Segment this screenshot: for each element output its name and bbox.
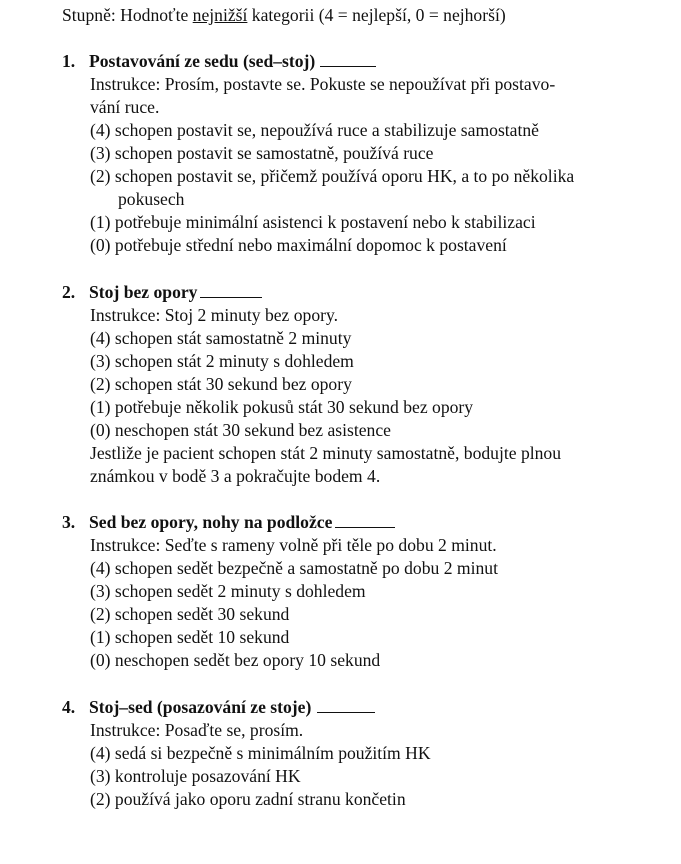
item-4-instruction: Instrukce: Posaďte se, prosím. <box>90 720 304 740</box>
item-4-option-2: (2) používá jako oporu zadní stranu končetin <box>90 789 406 809</box>
item-2-note-line2: známkou v bodě 3 a pokračujte bodem 4. <box>90 466 381 486</box>
item-3-title-text: Sed bez opory, nohy na podložce <box>89 512 333 532</box>
item-1-option-0: (0) potřebuje střední nebo maximální dopomoc k postavení <box>90 235 507 255</box>
item-2-note-line1: Jestliže je pacient schopen stát 2 minuty samostatně, bodujte plnou <box>90 443 562 463</box>
item-3-option-2: (2) schopen sedět 30 sekund <box>90 604 290 624</box>
item-2-option-1: (1) potřebuje několik pokusů stát 30 sekund bez opory <box>90 397 474 417</box>
item-2-title-text: Stoj bez opory <box>89 282 198 302</box>
item-1-option-2-continued: pokusech <box>118 189 185 209</box>
item-4-option-3: (3) kontroluje posazování HK <box>90 766 301 786</box>
header-suffix: kategorii (4 = nejlepší, 0 = nejhorší) <box>247 5 506 25</box>
item-2-number: 2. <box>62 282 76 302</box>
item-2-option-3: (3) schopen stát 2 minuty s dohledem <box>90 351 354 371</box>
item-3-title <box>62 511 642 534</box>
item-2-score-blank[interactable] <box>200 283 262 298</box>
item-4-title-text: Stoj–sed (posazování ze stoje) <box>89 697 312 717</box>
header-underlined-word: nejnižší <box>192 5 248 25</box>
item-3 <box>62 511 642 672</box>
item-1-option-1: (1) potřebuje minimální asistenci k postavení nebo k stabilizaci <box>90 212 536 232</box>
item-2-option-0: (0) neschopen stát 30 sekund bez asistence <box>90 420 391 440</box>
item-1-instruction-line2: vání ruce. <box>90 97 160 117</box>
item-2-body <box>62 304 642 488</box>
item-4-body <box>62 719 642 811</box>
rating-instructions <box>62 4 662 27</box>
item-2-option-2: (2) schopen stát 30 sekund bez opory <box>90 374 352 394</box>
item-1 <box>62 50 642 257</box>
item-1-instruction-line1: Instrukce: Prosím, postavte se. Pokuste se nepoužívat při postavo- <box>90 74 556 94</box>
item-1-body <box>62 73 642 257</box>
item-1-number: 1. <box>62 51 76 71</box>
item-1-title-text: Postavování ze sedu (sed–stoj) <box>89 51 316 71</box>
item-3-instruction: Instrukce: Seďte s rameny volně při těle po dobu 2 minut. <box>90 535 497 555</box>
item-4 <box>62 696 642 811</box>
item-4-score-blank[interactable] <box>317 698 375 713</box>
item-4-option-4: (4) sedá si bezpečně s minimálním použitím HK <box>90 743 431 763</box>
item-4-number: 4. <box>62 697 76 717</box>
header-prefix: Stupně: Hodnoťte <box>62 5 193 25</box>
item-3-option-4: (4) schopen sedět bezpečně a samostatně po dobu 2 minut <box>90 558 498 578</box>
item-1-option-2: (2) schopen postavit se, přičemž používá oporu HK, a to po několika <box>90 166 575 186</box>
item-3-score-blank[interactable] <box>335 513 395 528</box>
item-1-title <box>62 50 642 73</box>
item-4-title <box>62 696 642 719</box>
item-2-instruction: Instrukce: Stoj 2 minuty bez opory. <box>90 305 339 325</box>
item-2 <box>62 281 642 488</box>
item-1-score-blank[interactable] <box>320 52 376 67</box>
item-3-body <box>62 534 642 672</box>
item-2-title <box>62 281 642 304</box>
item-2-option-4: (4) schopen stát samostatně 2 minuty <box>90 328 352 348</box>
item-3-option-1: (1) schopen sedět 10 sekund <box>90 627 290 647</box>
item-3-option-3: (3) schopen sedět 2 minuty s dohledem <box>90 581 366 601</box>
item-1-option-4: (4) schopen postavit se, nepoužívá ruce a stabilizuje samostatně <box>90 120 539 140</box>
item-1-option-3: (3) schopen postavit se samostatně, používá ruce <box>90 143 434 163</box>
item-3-option-0: (0) neschopen sedět bez opory 10 sekund <box>90 650 381 670</box>
item-3-number: 3. <box>62 512 76 532</box>
